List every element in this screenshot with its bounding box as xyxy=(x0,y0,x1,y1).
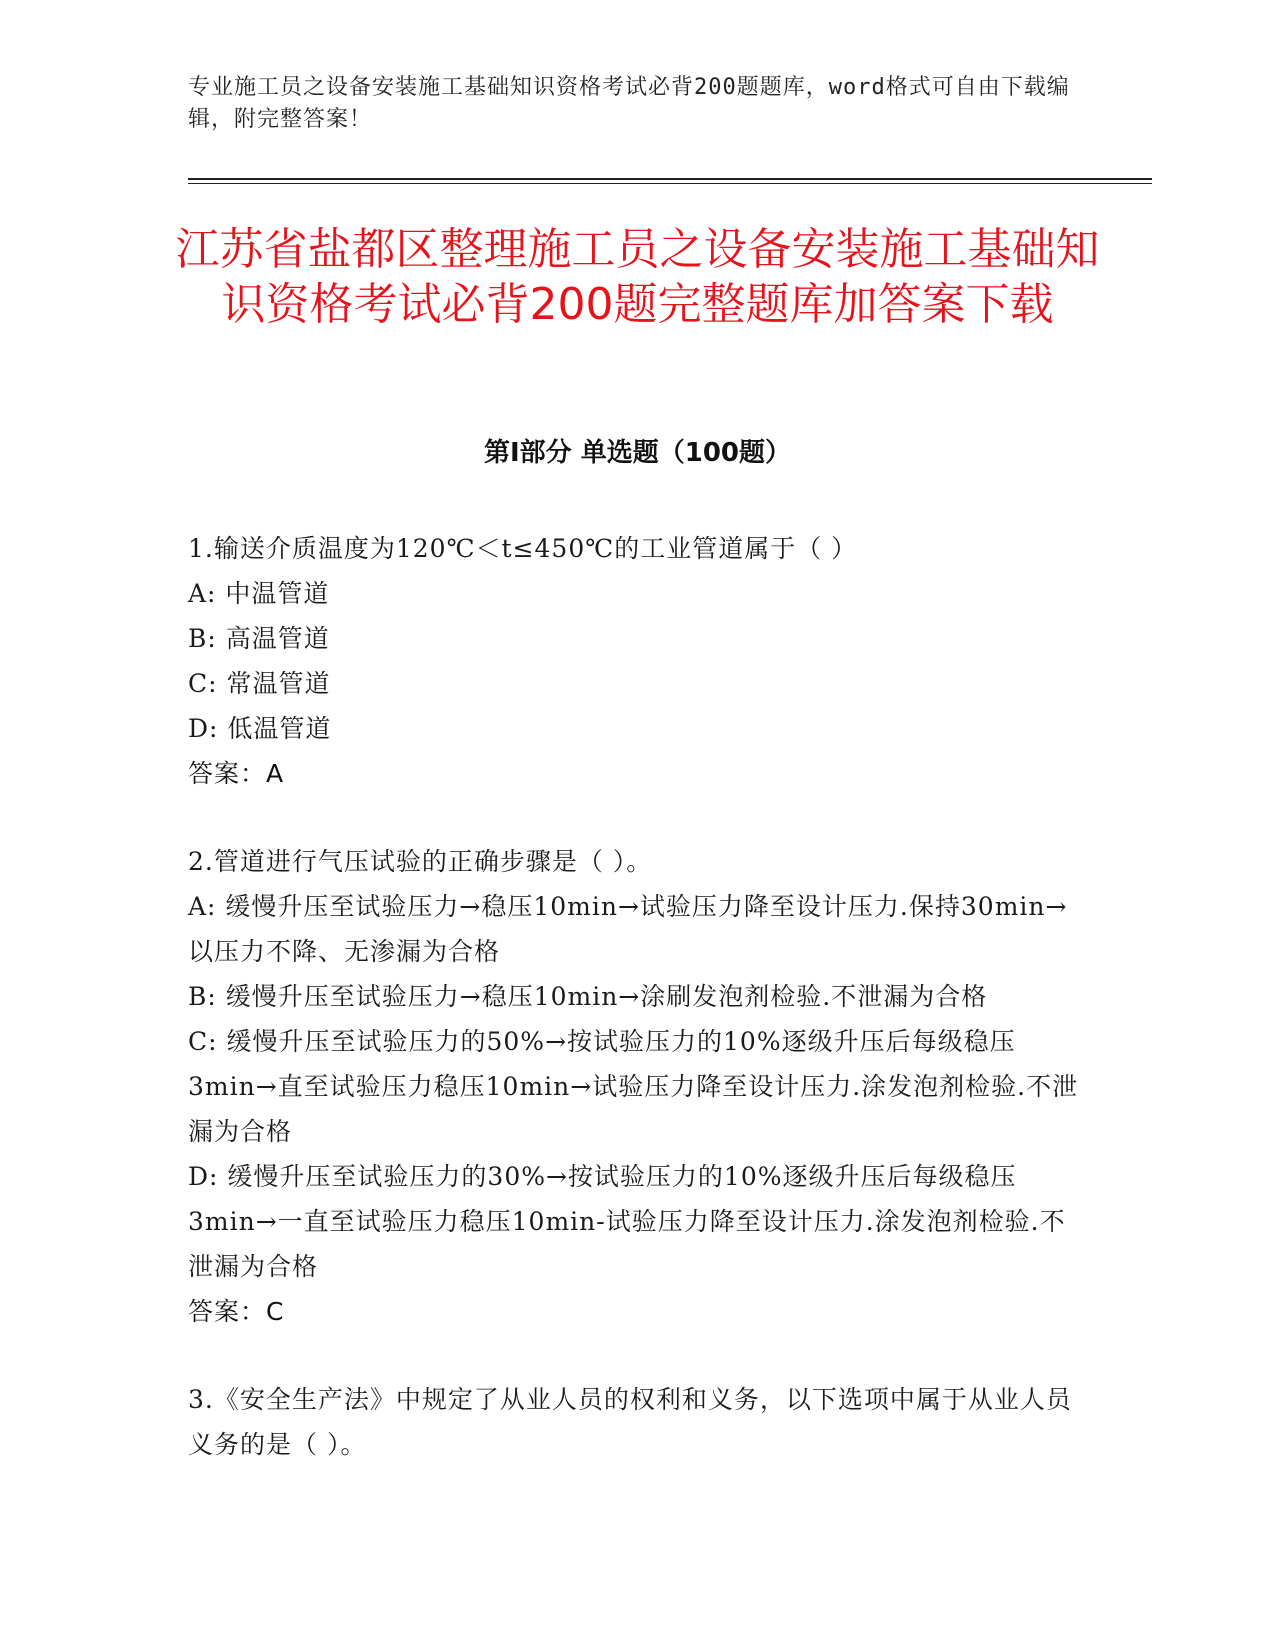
header-divider-thin xyxy=(188,183,1152,184)
option-c: C: 常温管道 xyxy=(188,669,331,698)
option-b: B: 高温管道 xyxy=(188,624,330,653)
option-a: A: 中温管道 xyxy=(188,579,330,608)
question-3 xyxy=(188,1377,1088,1467)
option-b: B: 缓慢升压至试验压力→稳压10min→涂刷发泡剂检验.不泄漏为合格 xyxy=(188,982,988,1011)
answer-line: 答案：C xyxy=(188,1297,285,1326)
section-heading: 第Ⅰ部分 单选题（100题） xyxy=(484,438,791,468)
question-1 xyxy=(188,526,1088,796)
question-stem: 3.《安全生产法》中规定了从业人员的权利和义务，以下选项中属于从业人员义务的是（ ）。 xyxy=(188,1385,1072,1459)
question-2 xyxy=(188,839,1088,1334)
question-list xyxy=(188,526,1088,1467)
header-note: 专业施工员之设备安装施工基础知识资格考试必背200题题库，word格式可自由下载编辑，附完整答案！ xyxy=(188,75,1070,132)
header-divider-thick xyxy=(188,178,1152,180)
option-d: D: 低温管道 xyxy=(188,714,332,743)
option-a: A: 缓慢升压至试验压力→稳压10min→试验压力降至设计压力.保持30min→以压力不降、无渗漏为合格 xyxy=(188,892,1068,966)
question-stem: 2.管道进行气压试验的正确步骤是（ ）。 xyxy=(188,847,653,876)
document-title: 江苏省盐都区整理施工员之设备安装施工基础知识资格考试必背200题完整题库加答案下载 xyxy=(175,224,1100,330)
answer-line: 答案：A xyxy=(188,759,285,788)
option-c: C: 缓慢升压至试验压力的50%→按试验压力的10%逐级升压后每级稳压3min→直至试验压力稳压10min→试验压力降至设计压力.涂发泡剂检验.不泄漏为合格 xyxy=(188,1027,1079,1146)
option-d: D: 缓慢升压至试验压力的30%→按试验压力的10%逐级升压后每级稳压3min→一直至试验压力稳压10min-试验压力降至设计压力.涂发泡剂检验.不泄漏为合格 xyxy=(188,1162,1066,1281)
question-stem: 1.输送介质温度为120℃＜t≤450℃的工业管道属于（ ） xyxy=(188,534,858,563)
